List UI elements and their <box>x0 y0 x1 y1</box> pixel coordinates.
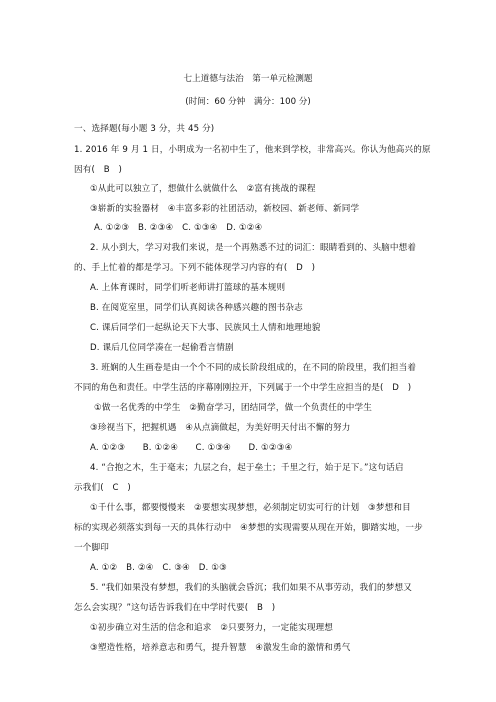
q2-choice-a: A. 上体育课时，同学们听老师讲打篮球的基本规则 <box>90 283 286 293</box>
q3-choices: A. ①②③ B. ①②④ C. ①③④ D. ①②③④ <box>90 443 293 453</box>
q3-stem-line-1: 3. 班娴的人生画卷是由一个个不同的成长阶段组成的，在不同的阶段里，我们担当着 <box>90 363 417 373</box>
q1-choices: A. ①②③ B. ②③④ C. ①③④ D. ①②④ <box>94 223 263 233</box>
q4-body-line-3: 一个脚印 <box>74 543 109 553</box>
q1-stem-line-2: 因有( B ) <box>74 165 123 175</box>
q4-body-line-1: ①千什么事，都要慢慢来 ②要想实现梦想，必须制定切实可行的计划 ③梦想和目 <box>90 503 411 513</box>
q5-stem-line-2: 怎么会实现？”这句话告诉我们在中学时代要( B ) <box>74 603 276 613</box>
q5-option-line-1: ①初步确立对生活的信念和追求 ②只要努力，一定能实现理想 <box>90 623 334 633</box>
q5-option-line-2: ③塑造性格，培养意志和勇气，提升智慧 ④激发生命的激情和勇气 <box>90 643 351 653</box>
q2-stem-line-1: 2. 从小到大，学习对我们来说，是一个再熟悉不过的词汇：眼睛看到的、头脑中想着 <box>90 243 417 253</box>
q4-body-line-2: 标的实现必须落实到每一天的具体行动中 ④梦想的实现需要从现在开始，脚踏实地，一步 <box>74 523 423 533</box>
section-heading: 一、选择题(每小题 3 分，共 45 分) <box>74 124 215 134</box>
q1-option-line-2: ③崭新的实验器材 ④丰富多彩的社团活动，新校园、新老师、新同学 <box>90 204 360 214</box>
q1-option-line-1: ①从此可以独立了，想做什么就做什么 ②富有挑战的课程 <box>90 184 316 194</box>
document-subtitle: (时间：60 分钟 满分：100 分) <box>185 97 311 107</box>
q5-stem-line-1: 5. “我们如果没有梦想，我们的头脑就会昏沉；我们如果不从事劳动，我们的梦想又 <box>90 583 413 593</box>
q4-stem-line-2: 示我们( C ) <box>74 483 131 493</box>
q2-choice-d: D. 课后几位同学凑在一起偷看言情剧 <box>90 343 234 353</box>
q3-option-line-2: ③珍视当下，把握机遇 ④从点滴做起，为美好明天付出不懈的努力 <box>90 423 351 433</box>
q4-choices: A. ①② B. ②④ C. ③④ D. ①③ <box>90 563 227 573</box>
document-title: 七上道德与法治 第一单元检测题 <box>183 74 313 84</box>
q2-stem-line-2: 的、手上忙着的都是学习。下列不能体现学习内容的有( D ) <box>74 263 316 273</box>
q4-stem-line-1: 4. “合抱之木，生于毫末；九层之台，起于垒土；千里之行，始于足下。”这句话启 <box>90 463 404 473</box>
q3-stem-line-2: 不同的角色和责任。中学生活的序幕刚刚拉开，下列属于一个中学生应担当的是( D ) <box>74 383 412 393</box>
q2-choice-b: B. 在阅览室里，同学们认真阅读各种感兴趣的图书杂志 <box>90 303 303 313</box>
q2-choice-c: C. 课后同学们一起纵论天下大事、民族风土人情和地理地貌 <box>90 323 321 333</box>
q1-stem-line-1: 1. 2016 年 9 月 1 日，小明成为一名初中生了，他来到学校，非常高兴。你认为他高兴的原 <box>74 145 431 155</box>
q3-option-line-1: ①做一名优秀的中学生 ②勤奋学习，团结同学，做一个负责任的中学生 <box>94 403 373 413</box>
